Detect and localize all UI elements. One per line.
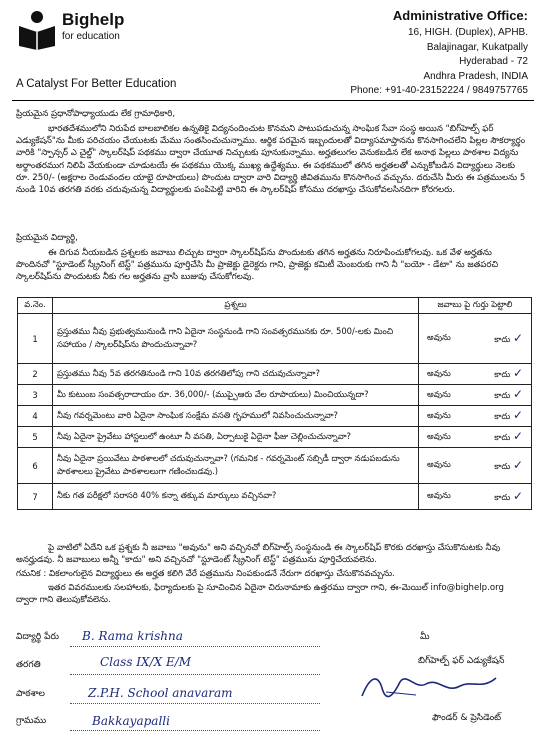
question-text: ప్రస్తుతము నీవు 5వ తరగతినుండి గాని 10వ తరగతిలోపు గాని చదువుచున్నావా? xyxy=(53,364,419,385)
field-label-village: గ్రామము xyxy=(16,716,47,726)
question-text: మీ కుటుంబ సంవత్సరాదాయం రూ. 36,000/- (ముప్పైఆరు వేల రూపాయలు) మించియున్నదా? xyxy=(53,385,419,406)
office-line: Balajinagar, Kukatpally xyxy=(426,41,528,53)
field-label-school: పాఠశాల xyxy=(16,689,45,699)
signatory-role: ఫౌండర్ & ప్రెసిడెంట్ xyxy=(432,713,502,723)
field-line xyxy=(70,703,320,704)
table-header-row xyxy=(18,298,532,314)
salutation-student: ప్రియమైన విద్యార్థి, xyxy=(16,233,78,243)
answer-no[interactable]: కాదు ✓ xyxy=(494,330,523,345)
village-field[interactable]: Bakkayapalli xyxy=(92,714,170,728)
answer-cell xyxy=(419,427,532,448)
table-row xyxy=(18,448,532,484)
question-text: ప్రస్తుతము నీవు ప్రభుత్వమునుండి గాని ఏదైనా సంస్థనుండి గాని సంవత్సరమునకు రూ. 500/-లకు మించి సహాయం / స్కాలర్‌షిప్‌ను పొందుచున్నావా? xyxy=(53,314,419,364)
intro-paragraph: భారతదేశములోని నిరుపేద బాలబాలికల ఉన్నతికై విద్యనందించుట కొనమని పాటుపడుచున్న సాంఘిక సేవా సంస్థ అయిన "బిగ్‌హెల్ప్ ఫర్ ఎడ్యుకేషన్"ను మీకు పరిచయం చేయుటకు మేము సంతసించుచున్నాము. ఆర్థిక పరమైన ఇబ్బందులతో విద్యాసమాప్తానను కొనసాగించలేని పిల్లల సౌకర్యార్థం వారికి "స్పాన్సర్ ఎ చైల్డ్" స్కాలర్‌షిప్ పథకము ద్వారా చేయూత నిచ్చుటకు పూనుకున్నాము. అర్హతలుగల వెనుకబడిన లేక అనాథ పిల్లలు పాఠశాల విద్యను అర్థాంతరముగ నిలిపి వేయకుండా చూడుటయే ఈ పథకము యొక్క ముఖ్య ఉద్దేశ్యము. ఈ పథకములో తగిన అర్హతలతో ఎన్నుకోబడిన విద్యార్థులు నెలకు రూ. 250/- (అక్షరాల రెండువందల యాభై రూపాయలు) పొందుట ద్వారా వారి విద్యార్థి జీవితమును కొనసాగించ వచ్చును. దరుచేసి మీరు ఈ పత్రములను 5 నుండి 10వ తరగతి వరకు చదువుచున్న విద్యార్థులకు పంపిపెట్టి వారిని ఈ స్కాలర్‌షిప్ కోసము దరఖాస్తు చేసుకోవలసినదిగా కోరగలరు. xyxy=(16,124,526,196)
table-row xyxy=(18,364,532,385)
question-text: నీవు గవర్నమెంటు వారి ఏదైనా సాంఘిక సంక్షేమ వసతి గృహములో నివసించుచున్నావా? xyxy=(53,406,419,427)
row-number: 7 xyxy=(18,484,53,510)
checkmark-icon: ✓ xyxy=(512,488,523,503)
contact-paragraph: ఇతర వివరములకు సలహాలకు, ఫిర్యాదులకు పై సూచించిన ఏదైనా చిరునామాకు ఉత్తరము ద్వారా గాని, ఈ-మెయిల్ info@bighelp.org ద్వారా గాని తెలుపుకోవలెను. xyxy=(16,583,504,606)
answer-cell xyxy=(419,314,532,364)
office-title: Administrative Office: xyxy=(392,8,528,23)
answer-no[interactable]: కాదు ✓ xyxy=(494,457,523,472)
answer-no[interactable]: కాదు ✓ xyxy=(494,488,523,503)
brand-name: Bighelp xyxy=(62,10,125,29)
office-phone: Phone: +91-40-23152224 / 9849757765 xyxy=(350,85,528,96)
answer-cell xyxy=(419,448,532,484)
answer-cell xyxy=(419,385,532,406)
handwritten-signature xyxy=(356,668,506,704)
note-text: గమనిక : వికలాంగులైన విద్యార్థులు ఈ అర్హత కలిగి వేరే పత్రమును నింపకుండనే నేరుగా దరఖాస్తు చేసుకొనవచ్చును. xyxy=(16,569,395,579)
checkmark-icon: ✓ xyxy=(512,408,523,422)
answer-yes[interactable]: అవును xyxy=(427,332,451,342)
office-line: 16, HIGH. (Duplex), APHB. xyxy=(407,27,528,38)
school-field[interactable]: Z.P.H. School anavaram xyxy=(88,686,233,700)
answer-yes[interactable]: అవును xyxy=(427,490,451,500)
table-row xyxy=(18,427,532,448)
row-number: 4 xyxy=(18,406,53,427)
closing-yours: మీ xyxy=(420,632,430,642)
office-address xyxy=(350,8,528,99)
checkmark-icon: ✓ xyxy=(512,429,523,443)
eligibility-paragraph: పై వాటిలో ఏదేని ఒక ప్రశ్నకు నీ జవాబు "అవును" అని వచ్చినచో బిగ్‌హెల్ప్ సంస్థనుండి ఈ స్కాలర్‌షిప్ కొరకు దరఖాస్తు చేసుకొనుటకు నీవు అనర్హుడవు. నీ జవాబులు అన్నీ "కాదు" అని వచ్చినచో "స్టూడెంట్ స్క్రీనింగ్ టెస్ట్" పత్రమును పూర్తిచేయవలెను. xyxy=(16,543,501,566)
col-header-questions: ప్రశ్నలు xyxy=(53,298,419,314)
table-row xyxy=(18,385,532,406)
answer-yes[interactable]: అవును xyxy=(427,409,451,420)
header-divider xyxy=(12,100,534,101)
col-header-answer: జవాబు పై గుర్తు పెట్టాలి xyxy=(419,298,532,314)
table-row xyxy=(18,314,532,364)
col-header-number: వ.నెం. xyxy=(18,298,53,314)
instructions-paragraph: ఈ దిగువ నీయబడిన ప్రశ్నలకు జవాబు లిచ్చుట ద్వారా స్కాలర్‌షిప్‌ను పొందుటకు తగిన అర్హతను నిరూపించుకోగలవు. ఒక వేళ అర్హతను పొందినచో "స్టూడెంట్ స్క్రీనింగ్ టెస్ట్" పత్రమును పూర్తిచేసి మీ ప్రాజెక్టు డైరెక్టరు గాని, ప్రాజెక్టు కమిటీ మెంబరుకు గాని నీ "బయో - డేటా" ను జతపరచి స్కాలర్‌షిప్‌ను పొందుటకు నీకు గల అర్హతను వ్రాసి బుజువు చేసుకోగలవు. xyxy=(16,248,499,283)
student-name-field[interactable]: B. Rama krishna xyxy=(82,629,183,643)
question-text: నీవు ఏదైనా ప్రయివేటు పాఠశాలలో చదువుచున్నావా? (గమనిక - గవర్నమెంట్ సబ్సిడీ ద్వారా నడుపబడును పాఠశాలలు ప్రైవేటు పాఠశాలలుగా గణించబడవు.) xyxy=(53,448,419,484)
closing-organization: బిగ్‌హెల్ప్ ఫర్ ఎడ్యుకేషన్ xyxy=(418,656,505,666)
checkmark-icon: ✓ xyxy=(512,457,523,472)
answer-no[interactable]: కాదు ✓ xyxy=(494,366,523,380)
answer-yes[interactable]: అవును xyxy=(427,388,451,399)
checkmark-icon: ✓ xyxy=(512,366,523,380)
field-line xyxy=(70,730,320,731)
answer-yes[interactable]: అవును xyxy=(427,367,451,378)
answer-cell xyxy=(419,484,532,510)
office-line: Andhra Pradesh, INDIA xyxy=(423,70,528,82)
brand-subtitle: for education xyxy=(62,31,120,42)
answer-yes[interactable]: అవును xyxy=(427,459,451,469)
question-text: నీకు గత పరీక్షలో సరాసరి 40% కన్నా తక్కువ మార్కులు వచ్చినవా? xyxy=(53,484,419,510)
answer-cell xyxy=(419,406,532,427)
row-number: 1 xyxy=(18,314,53,364)
field-label-class: తరగతి xyxy=(16,660,41,670)
answer-no[interactable]: కాదు ✓ xyxy=(494,408,523,422)
row-number: 5 xyxy=(18,427,53,448)
office-line: Hyderabad - 72 xyxy=(459,56,528,67)
field-line xyxy=(70,646,320,647)
row-number: 3 xyxy=(18,385,53,406)
checkmark-icon: ✓ xyxy=(512,330,523,345)
question-text: నీవు ఏదైనా ప్రైవేటు హాస్టలులో ఉంటూ నీ వసతి, ఏర్పాటుకై ఏదైనా ఫీజు చెల్లించుచున్నావా? xyxy=(53,427,419,448)
field-label-name: విద్యార్థి పేరు xyxy=(16,632,59,642)
answer-no[interactable]: కాదు ✓ xyxy=(494,387,523,401)
answer-no[interactable]: కాదు ✓ xyxy=(494,429,523,443)
salutation-headmaster: ప్రియమైన ప్రధానోపాధ్యాయుడు లేక గ్రామాధికారి, xyxy=(16,109,176,119)
checkmark-icon: ✓ xyxy=(512,387,523,401)
answer-cell xyxy=(419,364,532,385)
table-row xyxy=(18,406,532,427)
row-number: 2 xyxy=(18,364,53,385)
answer-yes[interactable]: అవును xyxy=(427,430,451,441)
bighelp-logo-icon xyxy=(15,8,59,50)
row-number: 6 xyxy=(18,448,53,484)
field-line xyxy=(70,674,320,675)
class-field[interactable]: Class IX/X E/M xyxy=(100,655,192,669)
tagline: A Catalyst For Better Education xyxy=(16,78,177,90)
table-row xyxy=(18,484,532,510)
screening-questions-table xyxy=(17,297,532,510)
